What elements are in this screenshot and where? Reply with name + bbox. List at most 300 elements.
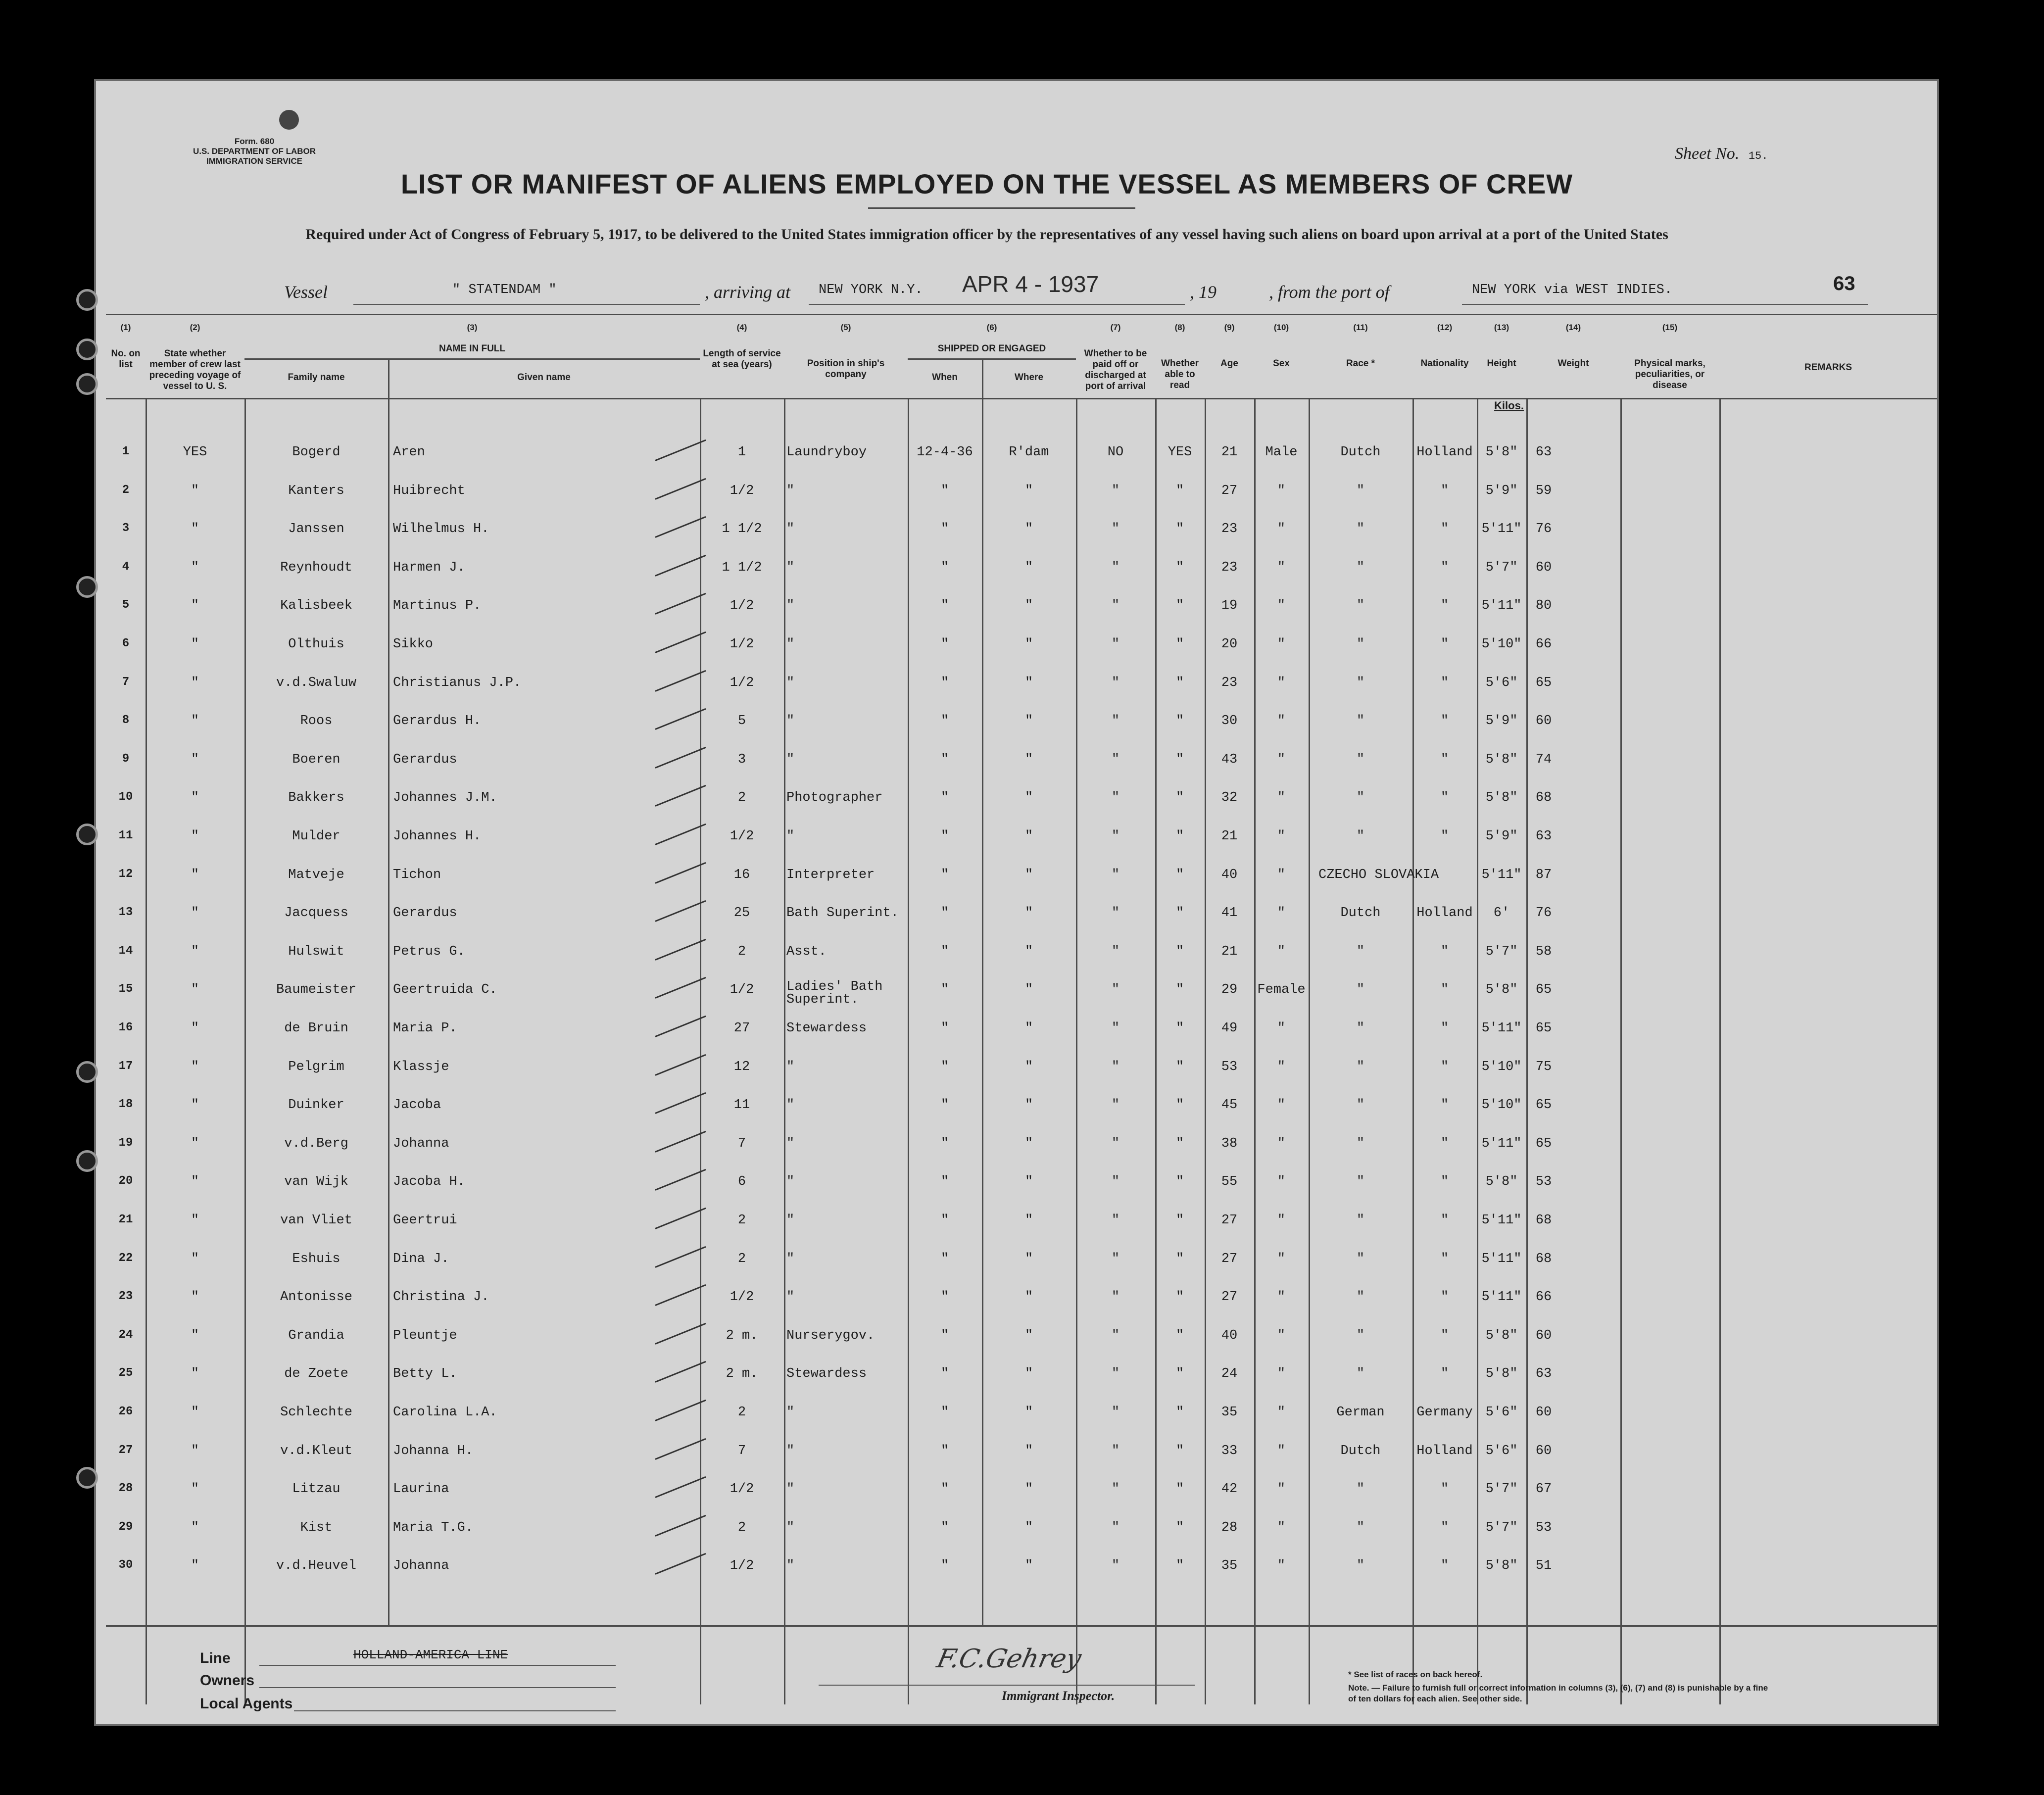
cell-position: " xyxy=(786,1520,795,1535)
cell-when: " xyxy=(940,1366,949,1382)
cell-family: v.d.Kleut xyxy=(280,1443,352,1458)
cell-race: " xyxy=(1356,1328,1365,1343)
column-header: No. on list xyxy=(111,348,141,370)
cell-height: 5'6" xyxy=(1485,1443,1518,1458)
cell-read: " xyxy=(1175,1059,1184,1074)
cell-paid: " xyxy=(1111,944,1120,959)
column-number: (11) xyxy=(1353,323,1368,332)
cell-sex: " xyxy=(1277,675,1286,690)
column-header: Whether able to read xyxy=(1161,358,1199,390)
cell-given: Jacoba xyxy=(393,1098,441,1113)
cell-read: " xyxy=(1175,1290,1184,1305)
cell-read: " xyxy=(1175,675,1184,690)
cell-sex: " xyxy=(1277,1290,1286,1305)
cell-race: " xyxy=(1356,1558,1365,1574)
cell-where: " xyxy=(1024,1021,1033,1036)
cell-service: 1/2 xyxy=(730,1290,754,1305)
cell-height: 5'7" xyxy=(1485,560,1518,575)
cell-paid: " xyxy=(1111,675,1120,690)
cell-age: 38 xyxy=(1221,1136,1238,1151)
cell-family: Litzau xyxy=(292,1482,341,1497)
cell-age: 43 xyxy=(1221,752,1238,767)
cell-weight: 74 xyxy=(1535,752,1552,767)
cell-weight: 68 xyxy=(1535,790,1552,806)
column-header: SHIPPED OR ENGAGED xyxy=(937,343,1046,354)
cell-position: Laundryboy xyxy=(786,445,867,460)
column-number: (7) xyxy=(1110,323,1121,332)
title-underline xyxy=(868,207,1135,209)
cell-age: 29 xyxy=(1221,982,1238,998)
cell-nat: " xyxy=(1440,522,1449,537)
table-row xyxy=(96,676,1937,714)
weight-unit: Kilos. xyxy=(1494,399,1524,412)
vessel-label: Vessel xyxy=(284,282,328,302)
page-title: LIST OR MANIFEST OF ALIENS EMPLOYED ON THE VESSEL AS MEMBERS OF CREW xyxy=(400,168,1573,199)
cell-nat: " xyxy=(1440,829,1449,844)
port-value: NEW YORK via WEST INDIES. xyxy=(1472,283,1673,297)
cell-nat: " xyxy=(1440,1136,1449,1151)
table-row xyxy=(96,1444,1937,1482)
table-row xyxy=(96,1405,1937,1444)
cell-age: 23 xyxy=(1221,675,1238,690)
cell-read: " xyxy=(1175,752,1184,767)
cell-nat: " xyxy=(1440,1482,1449,1497)
cell-no: 14 xyxy=(118,944,133,958)
cell-service: 1/2 xyxy=(730,675,754,690)
cell-where: " xyxy=(1024,1405,1033,1420)
cell-paid: " xyxy=(1111,1098,1120,1113)
cell-age: 32 xyxy=(1221,790,1238,806)
column-subheader: Given name xyxy=(517,372,571,383)
cell-sex: " xyxy=(1277,867,1286,882)
table-row xyxy=(96,906,1937,944)
cell-position: " xyxy=(786,560,795,575)
cell-weight: 51 xyxy=(1535,1558,1552,1574)
cell-age: 53 xyxy=(1221,1059,1238,1074)
cell-prev: " xyxy=(191,675,199,690)
cell-no: 4 xyxy=(122,560,130,574)
column-number: (2) xyxy=(190,323,200,332)
table-row xyxy=(96,484,1937,522)
cell-age: 35 xyxy=(1221,1558,1238,1574)
cell-when: " xyxy=(940,829,949,844)
cell-where: " xyxy=(1024,483,1033,498)
cell-race: Dutch xyxy=(1340,1443,1381,1458)
cell-no: 29 xyxy=(118,1520,133,1534)
cell-where: R'dam xyxy=(1009,445,1049,460)
cell-nat: " xyxy=(1440,714,1449,729)
page-number: 63 xyxy=(1833,273,1855,294)
cell-sex: " xyxy=(1277,829,1286,844)
cell-no: 3 xyxy=(122,522,130,535)
table-row xyxy=(96,1520,1937,1559)
cell-service: 5 xyxy=(737,714,746,729)
cell-when: " xyxy=(940,1558,949,1574)
cell-given: Christina J. xyxy=(393,1290,489,1305)
cell-height: 5'8" xyxy=(1485,790,1518,806)
column-header: State whether member of crew last preceding voyage of vessel to U. S. xyxy=(149,348,241,391)
cell-prev: " xyxy=(191,829,199,844)
cell-service: 1/2 xyxy=(730,982,754,998)
page-subtitle: Required under Act of Congress of February 5, 1917, to be delivered to the United States immigration officer by the representatives of any vessel having such aliens on board upon arrival at a port of the United States xyxy=(305,226,1668,243)
cell-position: Interpreter xyxy=(786,867,875,882)
column-header: Race * xyxy=(1346,358,1375,369)
cell-age: 27 xyxy=(1221,1251,1238,1266)
cell-read: " xyxy=(1175,1366,1184,1382)
cell-where: " xyxy=(1024,867,1033,882)
cell-race: " xyxy=(1356,1136,1365,1151)
cell-no: 11 xyxy=(118,829,133,842)
cell-position: " xyxy=(786,675,795,690)
table-row xyxy=(96,829,1937,868)
cell-service: 2 xyxy=(737,944,746,959)
cell-when: " xyxy=(940,1136,949,1151)
cell-no: 9 xyxy=(122,752,130,766)
cell-prev: " xyxy=(191,1520,199,1535)
cell-family: Schlechte xyxy=(280,1405,352,1420)
cell-when: " xyxy=(940,1482,949,1497)
cell-paid: " xyxy=(1111,1290,1120,1305)
cell-nat: " xyxy=(1440,1021,1449,1036)
cell-weight: 87 xyxy=(1535,867,1552,882)
cell-read: " xyxy=(1175,790,1184,806)
cell-weight: 60 xyxy=(1535,1405,1552,1420)
cell-position: Stewardess xyxy=(786,1021,867,1036)
cell-sex: " xyxy=(1277,1405,1286,1420)
cell-service: 11 xyxy=(733,1098,750,1113)
sheet-number-label: Sheet No. xyxy=(1675,145,1740,163)
cell-given: Carolina L.A. xyxy=(393,1405,497,1420)
cell-weight: 60 xyxy=(1535,1443,1552,1458)
vessel-value: " STATENDAM " xyxy=(452,283,557,297)
cell-position: Nurserygov. xyxy=(786,1328,875,1343)
cell-age: 42 xyxy=(1221,1482,1238,1497)
cell-where: " xyxy=(1024,1251,1033,1266)
cell-sex: " xyxy=(1277,1520,1286,1535)
cell-family: Roos xyxy=(300,714,333,729)
cell-height: 5'11" xyxy=(1481,1021,1522,1036)
cell-family: Olthuis xyxy=(288,637,344,652)
cell-when: " xyxy=(940,752,949,767)
cell-position: Asst. xyxy=(786,944,827,959)
cell-when: " xyxy=(940,982,949,998)
cell-paid: " xyxy=(1111,637,1120,652)
cell-given: Martinus P. xyxy=(393,598,482,614)
cell-nat: " xyxy=(1440,1366,1449,1382)
cell-family: Kalisbeek xyxy=(280,598,352,614)
cell-family: Antonisse xyxy=(280,1290,352,1305)
cell-no: 20 xyxy=(118,1174,133,1188)
cell-read: " xyxy=(1175,1443,1184,1458)
cell-height: 5'6" xyxy=(1485,1405,1518,1420)
table-row xyxy=(96,1098,1937,1136)
cell-weight: 76 xyxy=(1535,522,1552,537)
cell-prev: " xyxy=(191,752,199,767)
table-row xyxy=(96,1482,1937,1520)
cell-where: " xyxy=(1024,829,1033,844)
cell-where: " xyxy=(1024,1520,1033,1535)
cell-paid: " xyxy=(1111,1405,1120,1420)
cell-service: 27 xyxy=(733,1021,750,1036)
cell-family: Mulder xyxy=(292,829,341,844)
cell-prev: " xyxy=(191,867,199,882)
cell-race: " xyxy=(1356,1059,1365,1074)
column-number: (14) xyxy=(1565,323,1581,332)
cell-prev: " xyxy=(191,1328,199,1343)
cell-where: " xyxy=(1024,752,1033,767)
cell-height: 5'11" xyxy=(1481,522,1522,537)
arriving-label: , arriving at xyxy=(705,282,791,302)
cell-when: " xyxy=(940,1251,949,1266)
cell-race: " xyxy=(1356,829,1365,844)
cell-nat: " xyxy=(1440,982,1449,998)
cell-where: " xyxy=(1024,560,1033,575)
cell-read: " xyxy=(1175,1328,1184,1343)
cell-no: 26 xyxy=(118,1405,133,1418)
cell-read: " xyxy=(1175,483,1184,498)
cell-weight: 59 xyxy=(1535,483,1552,498)
column-header: Nationality xyxy=(1420,358,1469,369)
cell-race: " xyxy=(1356,1098,1365,1113)
cell-prev: " xyxy=(191,560,199,575)
cell-paid: " xyxy=(1111,1443,1120,1458)
cell-nat: " xyxy=(1440,598,1449,614)
cell-prev: " xyxy=(191,944,199,959)
cell-paid: " xyxy=(1111,1174,1120,1190)
table-row xyxy=(96,1213,1937,1252)
column-header: Physical marks, peculiarities, or disease xyxy=(1634,358,1705,390)
cell-given: Johannes J.M. xyxy=(393,790,497,806)
cell-where: " xyxy=(1024,982,1033,998)
cell-when: " xyxy=(940,944,949,959)
table-row xyxy=(96,1558,1937,1597)
cell-family: de Zoete xyxy=(284,1366,348,1382)
cell-weight: 60 xyxy=(1535,714,1552,729)
cell-position: " xyxy=(786,1213,795,1228)
cell-no: 24 xyxy=(118,1328,133,1342)
cell-nat: " xyxy=(1440,675,1449,690)
cell-service: 1/2 xyxy=(730,1558,754,1574)
cell-where: " xyxy=(1024,637,1033,652)
cell-service: 1 1/2 xyxy=(722,560,762,575)
cell-when: " xyxy=(940,483,949,498)
cell-nat: " xyxy=(1440,560,1449,575)
cell-no: 2 xyxy=(122,483,130,497)
cell-race: German xyxy=(1336,1405,1385,1420)
cell-read: " xyxy=(1175,1251,1184,1266)
column-header: REMARKS xyxy=(1804,362,1852,373)
cell-paid: " xyxy=(1111,560,1120,575)
cell-weight: 65 xyxy=(1535,1136,1552,1151)
cell-family: Duinker xyxy=(288,1098,344,1113)
cell-race: " xyxy=(1356,944,1365,959)
cell-given: Johanna H. xyxy=(393,1443,474,1458)
cell-position: Bath Superint. xyxy=(786,906,899,921)
cell-where: " xyxy=(1024,675,1033,690)
cell-age: 27 xyxy=(1221,1290,1238,1305)
cell-height: 5'6" xyxy=(1485,675,1518,690)
cell-paid: " xyxy=(1111,906,1120,921)
table-row xyxy=(96,1252,1937,1290)
cell-given: Petrus G. xyxy=(393,944,465,959)
cell-service: 1 1/2 xyxy=(722,522,762,537)
cell-family: Bogerd xyxy=(292,445,341,460)
cell-position: " xyxy=(786,714,795,729)
cell-weight: 63 xyxy=(1535,445,1552,460)
cell-service: 25 xyxy=(733,906,750,921)
cell-paid: " xyxy=(1111,1520,1120,1535)
vessel-line xyxy=(284,271,1868,306)
table-row xyxy=(96,714,1937,752)
cell-prev: " xyxy=(191,906,199,921)
line-value: HOLLAND-AMERICA LINE xyxy=(353,1648,508,1662)
cell-prev: " xyxy=(191,483,199,498)
cell-position: Ladies' Bath Superint. xyxy=(786,979,883,1008)
cell-race: " xyxy=(1356,1021,1365,1036)
cell-race: " xyxy=(1356,637,1365,652)
cell-position: " xyxy=(786,522,795,537)
cell-age: 21 xyxy=(1221,445,1238,460)
cell-service: 2 xyxy=(737,1520,746,1535)
inspector-signature: F.C.Gehrey xyxy=(934,1644,1084,1674)
column-header: NAME IN FULL xyxy=(438,343,506,354)
cell-age: 23 xyxy=(1221,522,1238,537)
cell-age: 55 xyxy=(1221,1174,1238,1190)
cell-age: 21 xyxy=(1221,944,1238,959)
cell-read: " xyxy=(1175,1405,1184,1420)
punch-hole xyxy=(76,576,98,598)
cell-where: " xyxy=(1024,1174,1033,1190)
cell-age: 27 xyxy=(1221,1213,1238,1228)
cell-age: 35 xyxy=(1221,1405,1238,1420)
cell-when: " xyxy=(940,1405,949,1420)
cell-position: Stewardess xyxy=(786,1366,867,1382)
cell-where: " xyxy=(1024,790,1033,806)
cell-race: CZECHO SLOVAKIA xyxy=(1318,867,1439,882)
cell-position: " xyxy=(786,598,795,614)
table-row xyxy=(96,598,1937,637)
cell-no: 10 xyxy=(118,790,133,804)
cell-race: " xyxy=(1356,1251,1365,1266)
cell-given: Geertruida C. xyxy=(393,982,497,998)
cell-age: 40 xyxy=(1221,1328,1238,1343)
column-number: (5) xyxy=(840,323,851,332)
date-stamp: APR 4 - 1937 xyxy=(962,271,1099,297)
table-row xyxy=(96,752,1937,791)
column-header: Whether to be paid off or discharged at port of arrival xyxy=(1084,348,1147,391)
cell-paid: NO xyxy=(1107,445,1124,460)
cell-weight: 65 xyxy=(1535,982,1552,998)
cell-read: " xyxy=(1175,982,1184,998)
sheet-number xyxy=(1675,145,1768,163)
column-subheader: Family name xyxy=(288,372,345,383)
cell-sex: " xyxy=(1277,1059,1286,1074)
cell-sex: " xyxy=(1277,598,1286,614)
cell-given: Sikko xyxy=(393,637,434,652)
cell-nat: " xyxy=(1440,1290,1449,1305)
cell-position: " xyxy=(786,752,795,767)
cell-when: " xyxy=(940,598,949,614)
cell-family: Matveje xyxy=(288,867,344,882)
cell-service: 16 xyxy=(733,867,750,882)
inspector-underline xyxy=(819,1685,1195,1686)
cell-when: " xyxy=(940,1443,949,1458)
cell-height: 5'11" xyxy=(1481,598,1522,614)
cell-weight: 65 xyxy=(1535,1021,1552,1036)
cell-where: " xyxy=(1024,1328,1033,1343)
cell-given: Gerardus xyxy=(393,906,457,921)
cell-prev: " xyxy=(191,1443,199,1458)
cell-given: Johanna xyxy=(393,1558,449,1574)
cell-no: 19 xyxy=(118,1136,133,1150)
cell-height: 5'10" xyxy=(1481,637,1522,652)
cell-position: " xyxy=(786,1290,795,1305)
cell-height: 5'7" xyxy=(1485,944,1518,959)
table-row xyxy=(96,522,1937,560)
cell-no: 16 xyxy=(118,1021,133,1034)
cell-no: 1 xyxy=(122,445,130,458)
cell-given: Maria P. xyxy=(393,1021,457,1036)
cell-read: " xyxy=(1175,867,1184,882)
cell-weight: 67 xyxy=(1535,1482,1552,1497)
cell-age: 24 xyxy=(1221,1366,1238,1382)
cell-weight: 60 xyxy=(1535,1328,1552,1343)
cell-weight: 75 xyxy=(1535,1059,1552,1074)
punch-hole xyxy=(76,289,98,311)
table-top-rule xyxy=(106,314,1937,315)
cell-service: 6 xyxy=(737,1174,746,1190)
table-row xyxy=(96,637,1937,676)
cell-paid: " xyxy=(1111,1059,1120,1074)
cell-nat: " xyxy=(1440,1059,1449,1074)
table-row xyxy=(96,944,1937,983)
cell-position: " xyxy=(786,1443,795,1458)
cell-nat: " xyxy=(1440,790,1449,806)
cell-prev: " xyxy=(191,714,199,729)
cell-service: 2 xyxy=(737,1213,746,1228)
cell-height: 5'8" xyxy=(1485,1366,1518,1382)
cell-no: 30 xyxy=(118,1558,133,1572)
cell-paid: " xyxy=(1111,714,1120,729)
column-header: Length of service at sea (years) xyxy=(703,348,781,370)
cell-height: 5'9" xyxy=(1485,714,1518,729)
cell-where: " xyxy=(1024,522,1033,537)
cell-height: 5'10" xyxy=(1481,1059,1522,1074)
port-label: , from the port of xyxy=(1269,282,1390,302)
cell-sex: Female xyxy=(1257,982,1306,998)
cell-sex: " xyxy=(1277,1174,1286,1190)
column-number: (13) xyxy=(1494,323,1509,332)
cell-service: 7 xyxy=(737,1136,746,1151)
cell-family: van Wijk xyxy=(284,1174,348,1190)
cell-weight: 66 xyxy=(1535,637,1552,652)
cell-service: 1/2 xyxy=(730,637,754,652)
column-header: Weight xyxy=(1557,358,1589,369)
column-number: (15) xyxy=(1662,323,1678,332)
cell-no: 28 xyxy=(118,1482,133,1496)
cell-family: Jacquess xyxy=(284,906,348,921)
cell-height: 5'8" xyxy=(1485,445,1518,460)
punch-hole xyxy=(76,373,98,395)
cell-nat: " xyxy=(1440,483,1449,498)
cell-sex: " xyxy=(1277,1366,1286,1382)
cell-prev: " xyxy=(191,1098,199,1113)
cell-given: Wilhelmus H. xyxy=(393,522,489,537)
cell-when: 12-4-36 xyxy=(917,445,973,460)
column-header: Height xyxy=(1487,358,1516,369)
cell-no: 12 xyxy=(118,867,133,881)
cell-when: " xyxy=(940,1213,949,1228)
